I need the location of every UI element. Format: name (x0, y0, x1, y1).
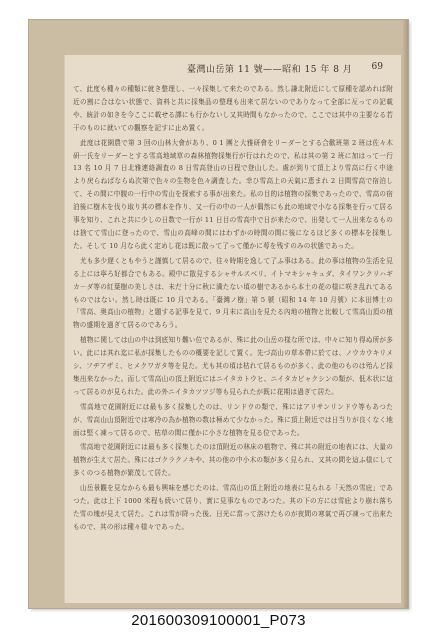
body-text (73, 83, 393, 536)
journal-title: 臺灣山岳第 11 號——昭和 15 年 8 月 (187, 65, 353, 75)
paragraph: て、此度も種々の種類に就き整理し、一々採集して来たのである。然し謙北附近にして原種を認めれば附近の割に合はない状態で、資料と共に採集品の整理も出来て居ないのでありなって全部に亙っての記載や、統計の如きを今ここに載せる譯にも行かないし又其時間もなかったので、ここでは其中の主要なる若干のものに就いての觀察を記すに止め置く。 (73, 85, 393, 132)
running-head (65, 62, 401, 76)
archive-id-caption: 201600309100001_P073 (131, 612, 306, 629)
paragraph: 雪高地で花園附近には最も多く採集したのは、リンドウの類で、殊にはアリサンリンドウ等もあつたが、雪高山山頂附近では寒冷の為か植物の数は極めて少なかった。殊に頂上附近では日当りが良くなく地面は堅く凍って居るので、枯草の間に僅かに小さな植物を見る位であった。 (73, 402, 393, 437)
paragraph: 雪高地で花園附近には最も多く採集したのは頂附近の林床の植物で、殊に其の附近の地表には、大量の植物が生えて居た。殊にはゴクラクノキや、其の他の中小木の類が多く見られ、又其の間を這ふ様にして多くのつる植物が繁茂して居た。 (73, 443, 393, 478)
paragraph: 此度は花園農で第 3 回の山林大會があり、0 1 團と大雅研會をリーダーとする合歡班第 2 班は佐々木研一氏をリーダーとする雪高地域草の森林植物採集行が行はれたので、私は其の第 2 班に加はって一行 13 名 10 月 7 日北雅連絡調査の 8 日雪高登山の日程で登山した。處が到りて頂上より雪高に行く中途より戻らねばならぬ次第で色々の生物を色々調査した。幸ひ雪高上の天氣に恵まれ 2 日間雪高で宿泊して、その間に中腹の一行中の雪山を探索する事が出来た。私の目的は植物の採集であったので、雪高の宿泊後に樹木を伐り取り其の標本を作り、又一行の中の一人が偶然にも此の地域で小なる採集を行って居る事を知り、これと共に少しの日数で一行が 11 日目の雪高中で日が来たので、出発して一人出来なるものは捨てて雪山に登ったので、雪山の高峰の間にはわずかの時間の間に後になるほど多くの標本を採集した。そして 10 月なら此く定めし花は既に散って了って僅かに萼を残すのみの状態であった。 (73, 138, 393, 250)
paragraph: 尤も多少遅くともやうと謹慎して居るので、往々時期を逸して了ふ事はある。此の事は植物の生活を見る上には寧ろ好都合でもある。殿中に散見するシャサルスベリ、イトマキシャキュダ、タイワンクリハギカ－ダ等の紅葉樹の美しさは、未だ十分に秋に満たない頃の樹であるから本土の花の様に咲き乱れてあるものではない。然し時は既に 10 月である。「臺灣ノ樹」第 5 號（昭和 14 年 10 月號）に本田博士の「雪高、奥高山の植物」と題する記事を見て、9 月末に高山を見たる內地の植物と比較して雪高山頂の植物の盛期を過ぎて居るのであらう。 (73, 256, 393, 330)
book-page-scan (29, 20, 408, 608)
page-number: 69 (371, 62, 383, 72)
printed-page (65, 55, 401, 603)
paragraph: 植物に関しては山の中は到底知り難い位であるが、殊に此の山岳の様な所では、中々に知り得ぬ所が多い。此には其れ迄に私が採集したものの概要を記して置く。先づ高山の草本帶に於ては、ノウカウキリメシ、フヂアザミ、ヒメクワガタ等を見た。尤も其の頃は枯れて居るものが多く、此の他のものは殆んど採集出来なかった。而して雪高山の頂上附近にはニイタカトウヒ、ニイタカビャクシンの類が、低木状に這って居るのが見られた。此の外ニイタカツツジ等も見られたが既に花期は過ぎて居た。 (73, 336, 393, 396)
paragraph: 山岳景觀を見なからも最も興味を感じたのは、雪高山の頂上附近の地表に見られる「天然の雪庇」であつた。此は上下 1000 米程も続いて居り、實に見事なものであつた。其の下の方には雪庇より崩れ落ちた雪の塊が見えて居た。これは雪が降った後、日光に當って溶けたものが夜間の寒氣で再び凍って出來たもので、其の形は種々様々であった。 (73, 484, 393, 531)
